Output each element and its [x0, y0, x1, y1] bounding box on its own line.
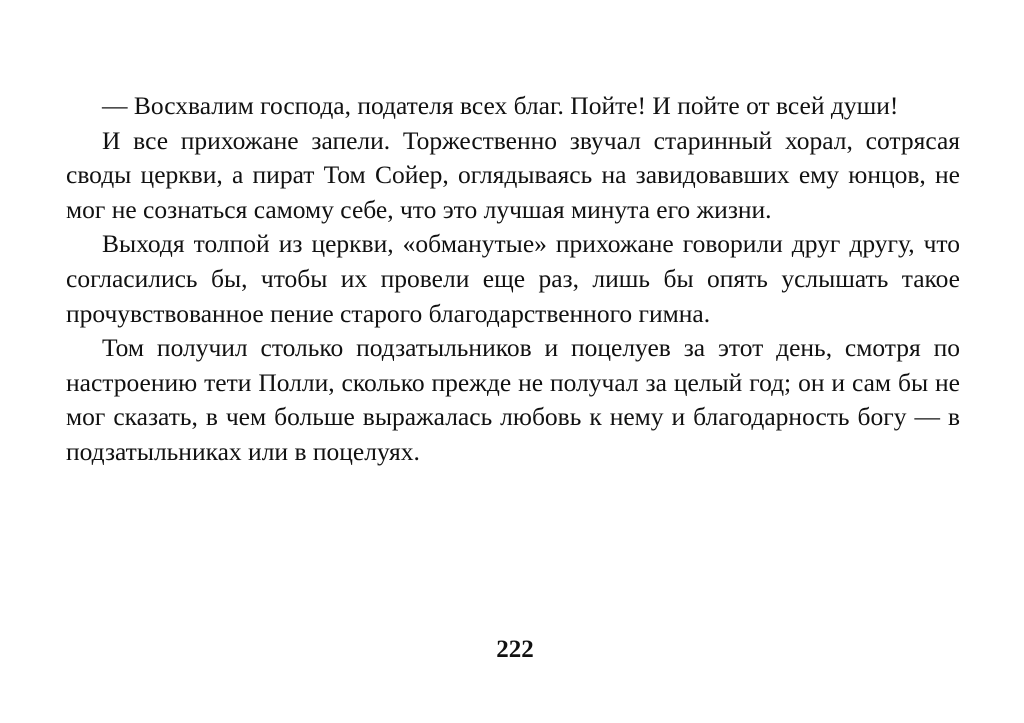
body-text	[66, 89, 960, 470]
paragraph-1: — Восхвалим господа, подателя всех благ. Пойте! И пойте от всей души!	[102, 91, 899, 120]
paragraph-4: Том получил столько подзатыльников и поцелуев за этот день, смотря по настроению тети Полли, сколько прежде не получал за целый год; он и сам бы не мог сказать, в чем больше выражалась любовь к нему и благодарность богу — в подзатыльниках или в поцелуях.	[66, 333, 960, 466]
paragraph-2: И все прихожане запели. Торжественно звучал старинный хорал, сотрясая своды церкви, а пират Том Сойер, оглядываясь на завидовавших ему юнцов, не мог не сознаться самому себе, что это лучшая минута его жизни.	[66, 125, 960, 224]
page-number: 222	[496, 636, 534, 663]
paragraph-3: Выходя толпой из церкви, «обманутые» прихожане говорили друг другу, что согласились бы, чтобы их провели еще раз, лишь бы опять услышать такое прочувствованное пение старого благодарственного гимна.	[66, 229, 960, 328]
